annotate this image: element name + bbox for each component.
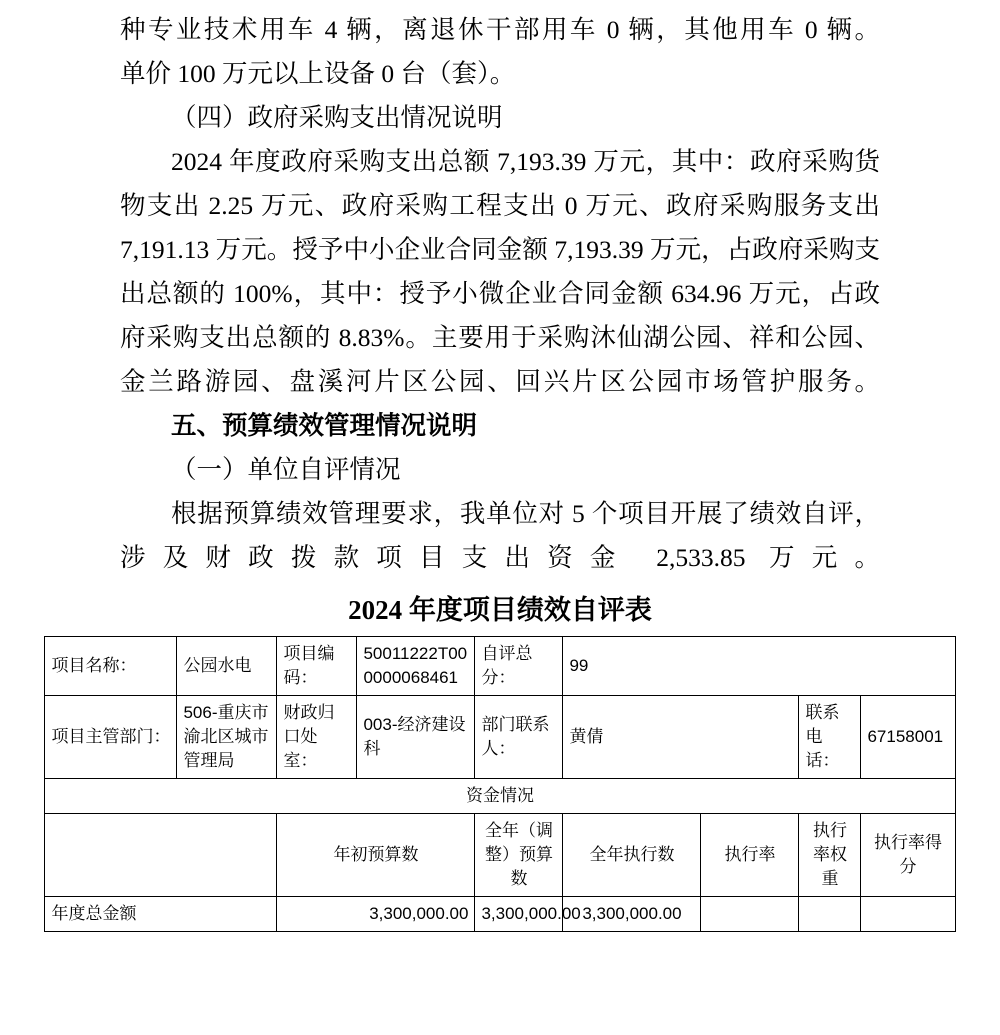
paragraph-procurement-detail: 2024 年度政府采购支出总额 7,193.39 万元，其中：政府采购货物支出 2.25 万元、政府采购工程支出 0 万元、政府采购服务支出 7,191.13 万元。授予中小企业合同金额 7,193.39 万元，占政府采购支出总额的 100%，其中：授予小微企业合同金额 634.96 万元，占政府采购支出总额的 8.83%。主要用于采购沐仙湖公园、祥和公园、金兰路游园、盘溪河片区公园、回兴片区公园市场管护服务。	[120, 147, 880, 396]
cell-row-label-annual-total: 年度总金额	[45, 897, 277, 932]
cell-adjusted-budget-value: 3,300,000.00	[475, 897, 563, 932]
subheading-procurement: （四）政府采购支出情况说明	[171, 103, 503, 132]
cell-value-project-name: 公园水电	[177, 637, 277, 696]
cell-label-contact-person: 部门联系人：	[475, 696, 563, 779]
cell-executed-value: 3,300,000.00	[563, 897, 701, 932]
performance-self-evaluation-table	[44, 636, 955, 932]
paragraph-self-evaluation-detail: 根据预算绩效管理要求，我单位对 5 个项目开展了绩效自评，涉及财政拨款项目支出资金 2,533.85 万元。	[120, 499, 880, 572]
cell-header-begin-budget: 年初预算数	[277, 814, 475, 897]
cell-exec-rate-weight-value	[799, 897, 861, 932]
cell-value-contact-person: 黄倩	[563, 696, 799, 779]
cell-exec-rate-score-value	[861, 897, 955, 932]
table-row-section-title	[45, 779, 955, 814]
subheading-self-evaluation: （一）单位自评情况	[171, 455, 401, 484]
document-body	[120, 0, 880, 580]
cell-header-executed: 全年执行数	[563, 814, 701, 897]
table-row	[45, 696, 955, 779]
paragraph-vehicle-count: 种专业技术用车 4 辆，离退休干部用车 0 辆，其他用车 0 辆。	[120, 15, 880, 44]
cell-label-project-code: 项目编码：	[277, 637, 357, 696]
cell-label-project-name: 项目名称：	[45, 637, 177, 696]
cell-label-supervising-dept: 项目主管部门：	[45, 696, 177, 779]
cell-value-contact-phone: 67158001	[861, 696, 955, 779]
cell-value-finance-office: 003-经济建设科	[357, 696, 475, 779]
cell-exec-rate-value	[701, 897, 799, 932]
cell-value-supervising-dept: 506-重庆市渝北区城市管理局	[177, 696, 277, 779]
table-header-row	[45, 814, 955, 897]
cell-label-total-score: 自评总分：	[475, 637, 563, 696]
cell-header-blank	[45, 814, 277, 897]
cell-value-total-score: 99	[563, 637, 955, 696]
cell-label-contact-phone: 联系电话：	[799, 696, 861, 779]
paragraph-equipment-count: 单价 100 万元以上设备 0 台（套）。	[120, 59, 516, 88]
cell-header-exec-rate-score: 执行率得分	[861, 814, 955, 897]
cell-section-funding: 资金情况	[45, 779, 955, 814]
cell-header-exec-rate: 执行率	[701, 814, 799, 897]
table-row	[45, 637, 955, 696]
cell-value-project-code: 50011222T000000068461	[357, 637, 475, 696]
table-row	[45, 897, 955, 932]
heading-performance-management: 五、预算绩效管理情况说明	[171, 411, 478, 440]
cell-begin-budget-value: 3,300,000.00	[277, 897, 475, 932]
cell-header-adjusted-budget: 全年（调整）预算数	[475, 814, 563, 897]
table-title: 2024 年度项目绩效自评表	[348, 595, 652, 625]
cell-label-finance-office: 财政归口处室：	[277, 696, 357, 779]
cell-header-exec-rate-weight: 执行率权重	[799, 814, 861, 897]
